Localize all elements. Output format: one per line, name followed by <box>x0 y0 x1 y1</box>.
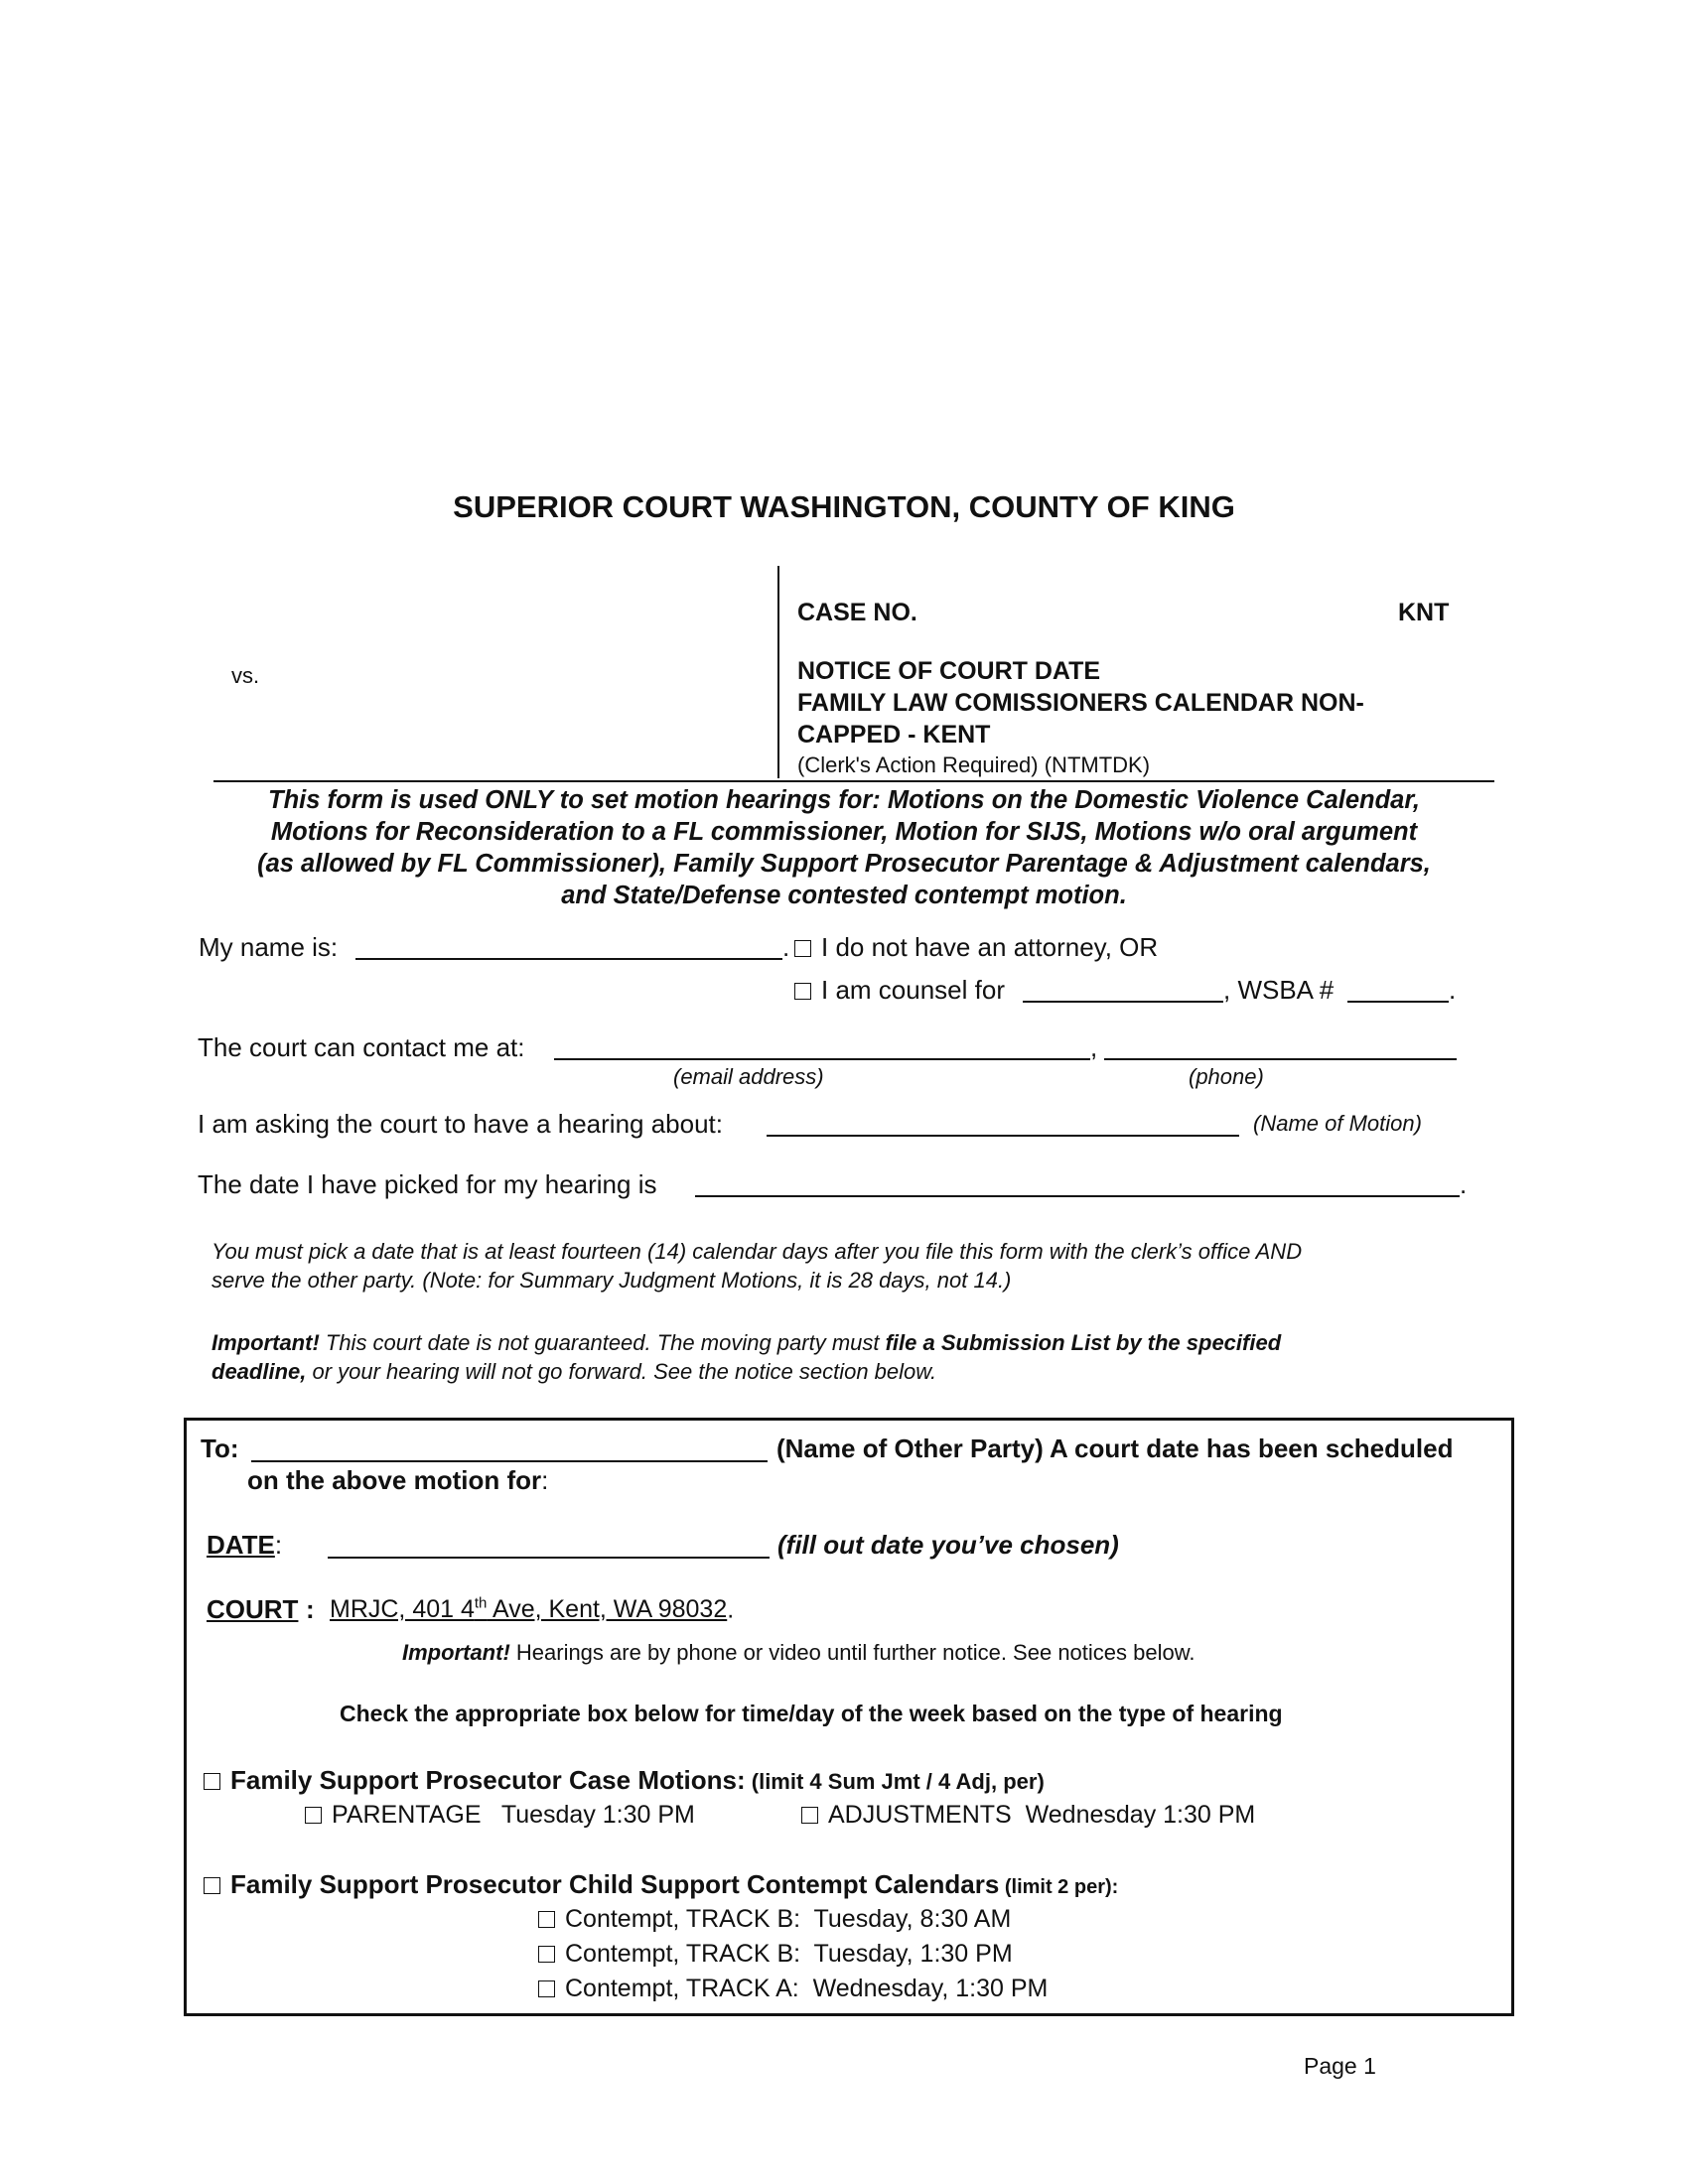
date-hint: (fill out date you’ve chosen) <box>777 1530 1119 1560</box>
notice-subtitle: FAMILY LAW COMISSIONERS CALENDAR NON- <box>797 689 1364 717</box>
fsp-case-motions-label: Family Support Prosecutor Case Motions: <box>230 1765 746 1795</box>
checkbox-icon[interactable] <box>801 1807 818 1824</box>
phone-field[interactable] <box>1104 1058 1457 1060</box>
court-address-link: MRJC, 401 4th Ave, Kent, WA 98032 <box>330 1595 728 1624</box>
counsel-for-field[interactable] <box>1023 1001 1223 1003</box>
date-label: DATE <box>207 1530 275 1560</box>
motion-hint: (Name of Motion) <box>1253 1111 1422 1136</box>
page-number: Page 1 <box>1304 2053 1376 2079</box>
court-title: SUPERIOR COURT WASHINGTON, COUNTY OF KING <box>453 489 1235 524</box>
contempt-option[interactable] <box>538 1975 1048 2003</box>
no-attorney-option[interactable] <box>794 932 1158 963</box>
intro-paragraph <box>0 784 1688 911</box>
counsel-option[interactable] <box>794 975 1005 1006</box>
other-party-text: (Name of Other Party) A court date has been scheduled <box>776 1433 1454 1463</box>
fsp-case-limit: (limit 4 Sum Jmt / 4 Adj, per) <box>745 1769 1045 1794</box>
court-address <box>330 1595 734 1624</box>
date-period: . <box>1460 1169 1468 1199</box>
wsba-period: . <box>1449 975 1457 1005</box>
name-label: My name is: <box>199 932 339 962</box>
checkbox-icon[interactable] <box>204 1773 220 1790</box>
counsel-label: I am counsel for <box>821 975 1005 1005</box>
intro-line: and State/Defense contested contempt motion. <box>561 882 1127 909</box>
contempt-option[interactable] <box>538 1940 1013 1969</box>
wsba-label: , WSBA # <box>1223 975 1335 1005</box>
to-label: To: <box>201 1433 239 1463</box>
parentage-label: PARENTAGE Tuesday 1:30 PM <box>332 1801 695 1829</box>
clerk-note: (Clerk's Action Required) (NTMTDK) <box>797 752 1151 777</box>
above-motion-line <box>247 1465 548 1496</box>
phone-video-note <box>402 1640 1196 1666</box>
hearing-date-field[interactable] <box>695 1195 1460 1197</box>
hearing-date-label: The date I have picked for my hearing is <box>198 1169 657 1199</box>
other-party-field[interactable] <box>251 1460 768 1462</box>
name-period: . <box>782 932 790 962</box>
important-emphasis: deadline, <box>211 1359 307 1384</box>
fsp-contempt-option[interactable] <box>204 1869 1118 1900</box>
checkbox-icon[interactable] <box>204 1877 220 1894</box>
checkbox-icon[interactable] <box>538 1980 555 1997</box>
court-colon: : <box>306 1594 315 1624</box>
adjustments-option[interactable] <box>801 1801 1255 1830</box>
parentage-option[interactable] <box>305 1801 695 1830</box>
email-field[interactable] <box>554 1058 1090 1060</box>
checkbox-icon[interactable] <box>794 940 811 957</box>
vs-label: vs. <box>231 663 260 688</box>
check-instruction: Check the appropriate box below for time/day of the week based on the type of hearing <box>340 1701 1283 1726</box>
important-text: or your hearing will not go forward. See the notice section below. <box>306 1359 937 1384</box>
motion-name-field[interactable] <box>767 1135 1239 1137</box>
important-emphasis: file a Submission List by the specified <box>885 1330 1282 1355</box>
email-hint: (email address) <box>673 1064 824 1089</box>
contempt-label: Contempt, TRACK B: Tuesday, 1:30 PM <box>565 1940 1013 1968</box>
important-label: Important! <box>211 1330 320 1355</box>
case-suffix: KNT <box>1398 599 1450 626</box>
contact-comma: , <box>1090 1032 1098 1062</box>
hearing-about-label: I am asking the court to have a hearing about: <box>198 1109 724 1139</box>
name-field[interactable] <box>355 958 782 960</box>
chosen-date-field[interactable] <box>328 1557 770 1559</box>
checkbox-icon[interactable] <box>538 1946 555 1963</box>
case-no-label: CASE NO. <box>797 599 917 626</box>
important-note <box>211 1330 1281 1356</box>
important-note-cont <box>211 1359 936 1385</box>
phone-video-text: Hearings are by phone or video until further notice. See notices below. <box>509 1640 1196 1665</box>
checkbox-icon[interactable] <box>794 983 811 1000</box>
caption-divider <box>777 566 779 778</box>
above-motion-text: on the above motion for <box>247 1465 542 1495</box>
phone-video-label: Important! <box>402 1640 510 1665</box>
checkbox-icon[interactable] <box>538 1911 555 1928</box>
contempt-option[interactable] <box>538 1905 1011 1934</box>
contempt-label: Contempt, TRACK A: Wednesday, 1:30 PM <box>565 1975 1049 2002</box>
notice-subtitle-cont: CAPPED - KENT <box>797 721 991 749</box>
no-attorney-label: I do not have an attorney, OR <box>821 932 1159 962</box>
fsp-contempt-limit: (limit 2 per): <box>999 1876 1119 1898</box>
checkbox-icon[interactable] <box>305 1807 322 1824</box>
court-address-period: . <box>727 1595 735 1624</box>
intro-line: This form is used ONLY to set motion hearings for: Motions on the Domestic Violence Calendar, <box>268 786 1420 814</box>
wsba-field[interactable] <box>1347 1001 1449 1003</box>
date-label-line <box>207 1530 282 1561</box>
notice-title: NOTICE OF COURT DATE <box>797 657 1101 685</box>
contact-label: The court can contact me at: <box>198 1032 525 1062</box>
pick-date-note: You must pick a date that is at least fourteen (14) calendar days after you file this form with the clerk’s office AND <box>211 1239 1303 1264</box>
court-label: COURT <box>207 1594 299 1624</box>
above-motion-colon: : <box>541 1465 549 1495</box>
phone-hint: (phone) <box>1189 1064 1264 1089</box>
fsp-case-motions-option[interactable] <box>204 1765 1045 1796</box>
important-text: This court date is not guaranteed. The moving party must <box>319 1330 886 1355</box>
intro-line: Motions for Reconsideration to a FL commissioner, Motion for SIJS, Motions w/o oral argument <box>270 818 1418 846</box>
pick-date-note-cont: serve the other party. (Note: for Summary Judgment Motions, it is 28 days, not 14.) <box>211 1268 1012 1293</box>
caption-underline <box>213 780 1494 782</box>
intro-line: (as allowed by FL Commissioner), Family Support Prosecutor Parentage & Adjustment calendars, <box>257 850 1431 878</box>
fsp-contempt-label: Family Support Prosecutor Child Support Contempt Calendars <box>230 1869 1000 1899</box>
adjustments-label: ADJUSTMENTS Wednesday 1:30 PM <box>828 1801 1256 1829</box>
date-colon: : <box>274 1530 283 1560</box>
contempt-label: Contempt, TRACK B: Tuesday, 8:30 AM <box>565 1905 1012 1933</box>
